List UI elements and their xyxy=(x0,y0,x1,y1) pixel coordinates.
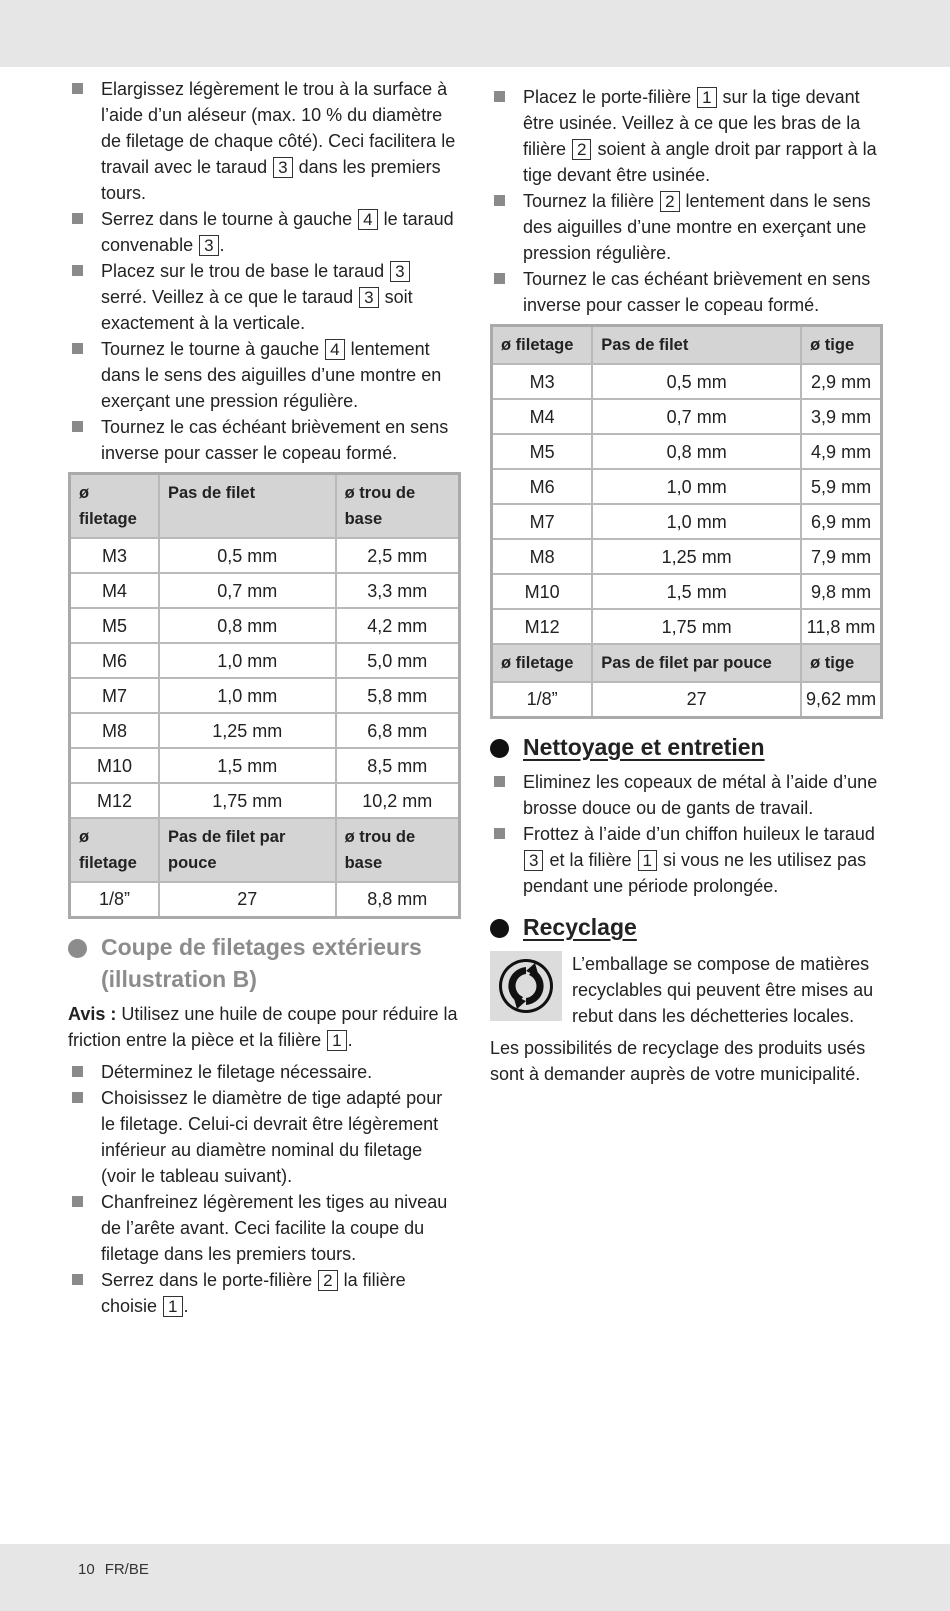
table-row xyxy=(70,748,460,783)
square-bullet-icon xyxy=(72,343,83,354)
left-thread-table xyxy=(68,472,461,919)
table-row xyxy=(492,609,882,644)
table-row xyxy=(492,682,882,717)
square-bullet-icon xyxy=(494,273,505,284)
list-item xyxy=(68,258,461,336)
table-header-cell: ø filetage xyxy=(492,644,593,682)
table-cell: 1,0 mm xyxy=(159,678,336,713)
table-cell: 4,9 mm xyxy=(801,434,881,469)
table-cell: 0,5 mm xyxy=(159,538,336,573)
table-header-cell: ø tige xyxy=(801,326,881,365)
table-cell: 6,9 mm xyxy=(801,504,881,539)
list-item-text: serré. Veillez à ce que le taraud xyxy=(101,287,359,307)
square-bullet-icon xyxy=(494,91,505,102)
table-cell: 27 xyxy=(592,682,801,717)
list-item xyxy=(68,1059,461,1085)
table-cell: M4 xyxy=(70,573,159,608)
list-item-text: soit exactement à la verticale. xyxy=(101,287,413,333)
part-ref: 1 xyxy=(697,87,716,108)
table-row xyxy=(70,678,460,713)
table-cell: 0,8 mm xyxy=(592,434,801,469)
green-dot-recycling-icon xyxy=(490,951,562,1021)
table-cell: 9,8 mm xyxy=(801,574,881,609)
list-item xyxy=(490,266,883,318)
list-item-text: Tournez la filière xyxy=(523,191,660,211)
table-cell: 0,5 mm xyxy=(592,364,801,399)
table-cell: 5,9 mm xyxy=(801,469,881,504)
page-footer xyxy=(78,1561,149,1578)
section-heading-recycling xyxy=(490,911,883,943)
closing-paragraph: Les possibilités de recyclage des produits usés sont à demander auprès de votre municipalité. xyxy=(490,1037,866,1084)
list-item xyxy=(68,76,461,206)
part-ref: 4 xyxy=(358,209,377,230)
list-item-text: sur la tige devant être usinée. Veillez à ce que les bras de la filière xyxy=(523,87,861,159)
list-item-text: lentement dans le sens des aiguilles d’une montre en exerçant une pression régulière. xyxy=(523,191,871,263)
section-heading-external-threads xyxy=(68,931,461,995)
table-row xyxy=(70,713,460,748)
list-item xyxy=(68,1189,461,1267)
list-item xyxy=(490,769,883,821)
table-cell: 0,7 mm xyxy=(159,573,336,608)
list-item xyxy=(68,1267,461,1319)
table-cell: M7 xyxy=(492,504,593,539)
right-column xyxy=(490,84,883,1087)
table-cell: 0,8 mm xyxy=(159,608,336,643)
table-cell: 3,9 mm xyxy=(801,399,881,434)
part-ref: 1 xyxy=(638,850,657,871)
right-bullet-list-1 xyxy=(490,84,883,318)
table-cell: 1,0 mm xyxy=(159,643,336,678)
part-ref: 3 xyxy=(199,235,218,256)
table-cell: 5,8 mm xyxy=(336,678,460,713)
table-cell: 10,2 mm xyxy=(336,783,460,818)
table-cell: 2,9 mm xyxy=(801,364,881,399)
table-header-cell: Pas de filet par pouce xyxy=(159,818,336,882)
table-row xyxy=(492,469,882,504)
part-ref: 2 xyxy=(318,1270,337,1291)
header-band xyxy=(0,0,950,67)
table-cell: M8 xyxy=(492,539,593,574)
table-cell: 5,0 mm xyxy=(336,643,460,678)
part-ref: 2 xyxy=(572,139,591,160)
table-cell: 11,8 mm xyxy=(801,609,881,644)
table-cell: 9,62 mm xyxy=(801,682,881,717)
square-bullet-icon xyxy=(494,828,505,839)
page-number: 10 xyxy=(78,1561,95,1578)
table-cell: M3 xyxy=(492,364,593,399)
table-cell: M10 xyxy=(492,574,593,609)
table-cell: 7,9 mm xyxy=(801,539,881,574)
table-cell: M12 xyxy=(70,783,159,818)
table-cell: M6 xyxy=(492,469,593,504)
list-item xyxy=(68,1085,461,1189)
table-cell: 0,7 mm xyxy=(592,399,801,434)
table-header-row xyxy=(70,818,460,882)
table-header-cell: ø trou de base xyxy=(336,818,460,882)
part-ref: 4 xyxy=(325,339,344,360)
table-cell: 1/8” xyxy=(492,682,593,717)
list-item xyxy=(490,188,883,266)
table-cell: 1,5 mm xyxy=(592,574,801,609)
table-cell: M6 xyxy=(70,643,159,678)
list-item-text: soient à angle droit par rapport à la tige devant être usinée. xyxy=(523,139,877,185)
part-ref: 2 xyxy=(660,191,679,212)
left-bullet-list-2 xyxy=(68,1059,461,1319)
table-cell: 8,8 mm xyxy=(336,882,460,917)
list-item-text: Serrez dans le porte-filière xyxy=(101,1269,318,1290)
square-bullet-icon xyxy=(72,1196,83,1207)
table-cell: 1,75 mm xyxy=(159,783,336,818)
table-row xyxy=(70,643,460,678)
locale-code: FR/BE xyxy=(104,1561,149,1578)
list-item-text: Eliminez les copeaux de métal à l’aide d’une brosse douce ou de gants de travail. xyxy=(523,771,878,818)
table-cell: M3 xyxy=(70,538,159,573)
table-cell: M10 xyxy=(70,748,159,783)
list-item-text: . xyxy=(183,1295,189,1316)
square-bullet-icon xyxy=(72,1274,83,1285)
list-item-text: Placez sur le trou de base le taraud xyxy=(101,261,390,281)
table-header-row xyxy=(492,644,882,682)
table-row xyxy=(70,608,460,643)
table-header-cell: ø filetage xyxy=(70,474,159,539)
table-header-cell: ø trou de base xyxy=(336,474,460,539)
table-row xyxy=(492,434,882,469)
list-item xyxy=(68,206,461,258)
square-bullet-icon xyxy=(72,265,83,276)
section-heading-text: Recyclage xyxy=(523,913,637,940)
list-item-text: le taraud convenable xyxy=(101,209,454,255)
list-item-text: . xyxy=(219,235,225,255)
table-header-cell: ø filetage xyxy=(70,818,159,882)
list-item-text: Elargissez légèrement le trou à la surface à l’aide d’un aléseur (max. 10 % du diamètre de filetage de chaque côté). Ceci facilitera le travail avec le taraud xyxy=(101,79,456,177)
square-bullet-icon xyxy=(72,213,83,224)
list-item xyxy=(490,821,883,899)
list-item-text: Frottez à l’aide d’un chiffon huileux le taraud xyxy=(523,823,875,844)
list-item-text: Placez le porte-filière xyxy=(523,87,697,107)
list-item-text: et la filière xyxy=(544,849,637,870)
square-bullet-icon xyxy=(494,195,505,206)
part-ref: 3 xyxy=(524,850,543,871)
list-item-text: Choisissez le diamètre de tige adapté pour le filetage. Celui-ci devrait être légèrement inférieur au diamètre nominal du filetage (voir le tableau suivant). xyxy=(101,1087,443,1186)
table-cell: 6,8 mm xyxy=(336,713,460,748)
table-header-row xyxy=(492,326,882,365)
table-row xyxy=(492,364,882,399)
square-bullet-icon xyxy=(72,1092,83,1103)
table-row xyxy=(70,538,460,573)
table-header-cell: Pas de filet xyxy=(592,326,801,365)
right-thread-table xyxy=(490,324,883,719)
square-bullet-icon xyxy=(72,1066,83,1077)
list-item-text: Tournez le cas échéant brièvement en sens inverse pour casser le copeau formé. xyxy=(523,269,871,315)
list-item-text: Serrez dans le tourne à gauche xyxy=(101,209,358,229)
table-row xyxy=(492,539,882,574)
table-cell: 2,5 mm xyxy=(336,538,460,573)
section-heading-text: Nettoyage et entretien xyxy=(523,733,765,760)
right-bullet-list-2 xyxy=(490,769,883,899)
left-column xyxy=(68,76,461,1319)
square-bullet-icon xyxy=(72,83,83,94)
part-ref: 3 xyxy=(390,261,409,282)
list-item-text: dans les premiers tours. xyxy=(101,157,441,203)
part-ref: 1 xyxy=(327,1030,346,1051)
square-bullet-icon xyxy=(72,421,83,432)
recycling-text: L’emballage se compose de matières recyclables qui peuvent être mises au rebut dans les déchetteries locales. xyxy=(572,953,874,1026)
section-bullet-icon xyxy=(490,739,509,758)
part-ref: 3 xyxy=(273,157,292,178)
table-row xyxy=(492,574,882,609)
table-header-cell: ø filetage xyxy=(492,326,593,365)
note-paragraph: Avis : Utilisez une huile de coupe pour réduire la friction entre la pièce et la filière 1 . xyxy=(68,1003,458,1050)
table-cell: M12 xyxy=(492,609,593,644)
table-cell: 27 xyxy=(159,882,336,917)
list-item-text: la filière choisie xyxy=(101,1269,406,1316)
table-cell: M7 xyxy=(70,678,159,713)
list-item-text: si vous ne les utilisez pas pendant une période prolongée. xyxy=(523,849,867,896)
list-item-text: Chanfreinez légèrement les tiges au niveau de l’arête avant. Ceci facilite la coupe du filetage dans les premiers tours. xyxy=(101,1191,448,1264)
section-heading-cleaning xyxy=(490,731,883,763)
list-item-text: Tournez le tourne à gauche xyxy=(101,339,325,359)
table-row xyxy=(492,399,882,434)
list-item xyxy=(490,84,883,188)
table-cell: 1,0 mm xyxy=(592,469,801,504)
table-cell: 4,2 mm xyxy=(336,608,460,643)
left-bullet-list-1 xyxy=(68,76,461,466)
list-item-text: Déterminez le filetage nécessaire. xyxy=(101,1061,373,1082)
section-bullet-icon xyxy=(68,939,87,958)
table-cell: 1,0 mm xyxy=(592,504,801,539)
recycling-info xyxy=(490,951,883,1029)
table-header-cell: ø tige xyxy=(801,644,881,682)
table-cell: M8 xyxy=(70,713,159,748)
table-cell: 1/8” xyxy=(70,882,159,917)
note-label: Avis : xyxy=(68,1003,117,1024)
part-ref: 3 xyxy=(359,287,378,308)
table-row xyxy=(492,504,882,539)
table-row xyxy=(70,573,460,608)
table-cell: M4 xyxy=(492,399,593,434)
section-heading-text: Coupe de filetages extérieurs (illustration B) xyxy=(101,933,422,992)
part-ref: 1 xyxy=(163,1296,182,1317)
table-cell: 3,3 mm xyxy=(336,573,460,608)
table-cell: 1,75 mm xyxy=(592,609,801,644)
table-header-cell: Pas de filet xyxy=(159,474,336,539)
list-item-text: Tournez le cas échéant brièvement en sens inverse pour casser le copeau formé. xyxy=(101,417,449,463)
table-header-row xyxy=(70,474,460,539)
table-cell: 1,25 mm xyxy=(592,539,801,574)
table-row xyxy=(70,783,460,818)
table-row xyxy=(70,882,460,917)
table-cell: M5 xyxy=(492,434,593,469)
table-cell: M5 xyxy=(70,608,159,643)
section-bullet-icon xyxy=(490,919,509,938)
list-item xyxy=(68,336,461,414)
square-bullet-icon xyxy=(494,776,505,787)
note-text: Utilisez une huile de coupe pour réduire la friction entre la pièce et la filière xyxy=(68,1003,458,1050)
table-cell: 1,25 mm xyxy=(159,713,336,748)
table-header-cell: Pas de filet par pouce xyxy=(592,644,801,682)
list-item-text: lentement dans le sens des aiguilles d’une montre en exerçant une pression régulière. xyxy=(101,339,442,411)
table-cell: 1,5 mm xyxy=(159,748,336,783)
list-item xyxy=(68,414,461,466)
table-cell: 8,5 mm xyxy=(336,748,460,783)
